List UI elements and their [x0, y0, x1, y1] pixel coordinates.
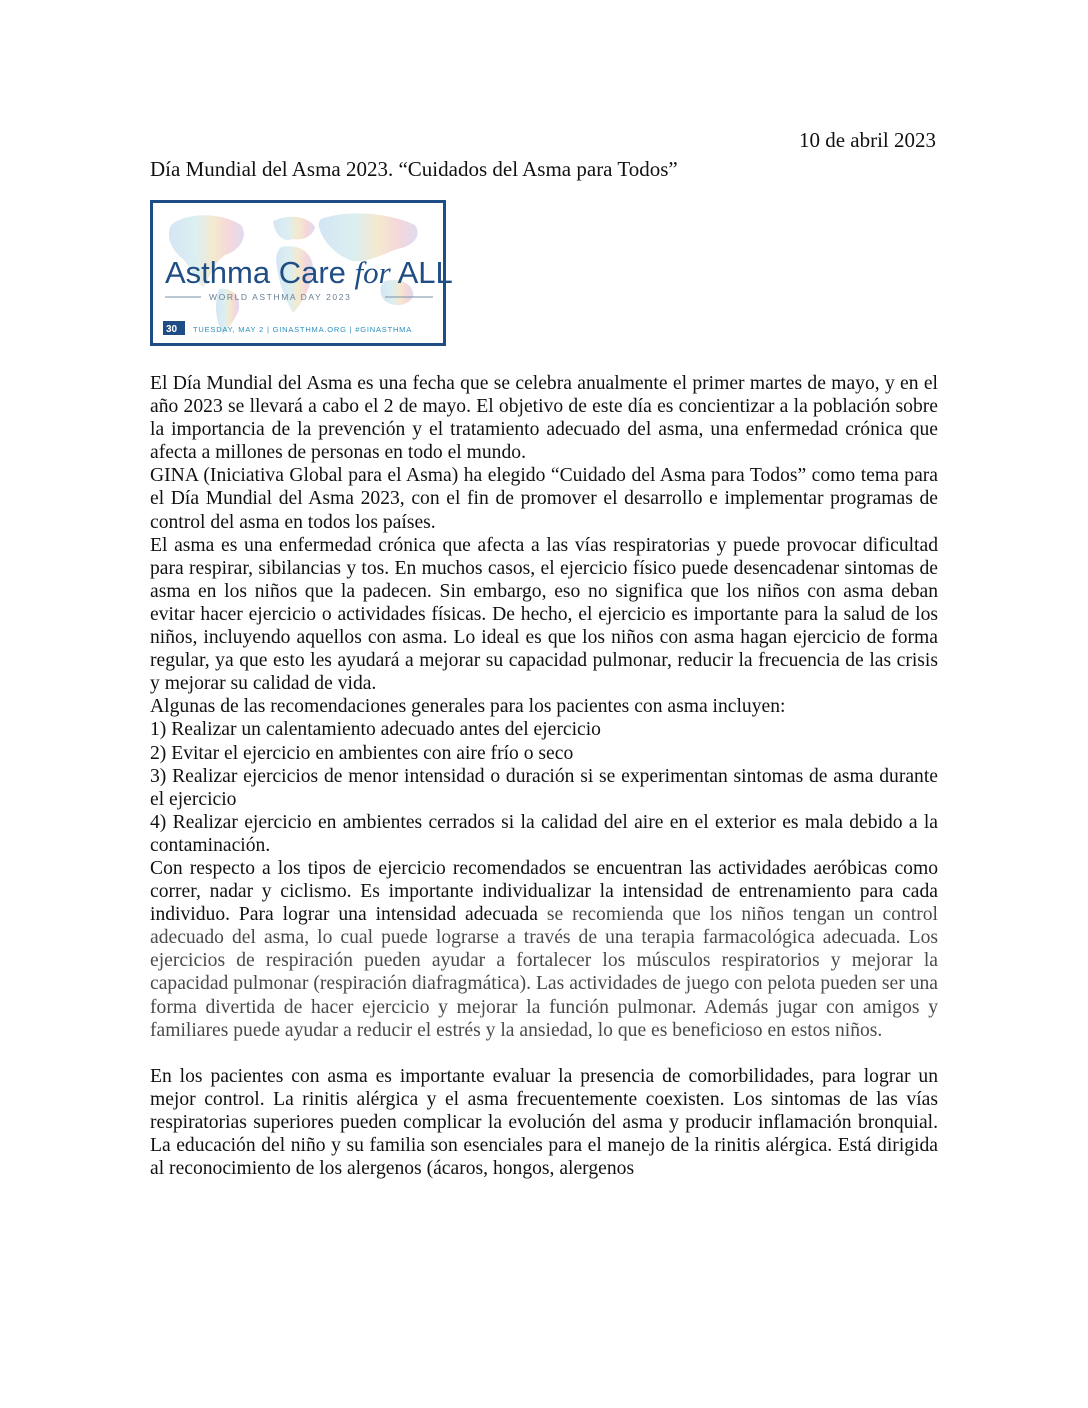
paragraph-spacer — [150, 1042, 938, 1065]
paragraph-recommendations-intro: Algunas de las recomendaciones generales para los pacientes con asma incluyen: — [150, 696, 786, 718]
paragraph-comorbidities: En los pacientes con asma es importante evaluar la presencia de comorbilidades, para lograr un mejor control. La rinitis alérgica y el asma frecuentemente coexisten. Los sintomas de las vías respiratorias superiores pueden complicar la evolución del asma y producir inflamación bronquial. La educación del niño y su familia son esenciales para el manejo de la rinitis alérgica. Está dirigida al reconocimiento de los alergenos (ácaros, hongos, alergenos — [150, 1065, 938, 1180]
gina-logo-text: 30 — [166, 324, 178, 335]
document-title: Día Mundial del Asma 2023. “Cuidados del Asma para Todos” — [150, 157, 678, 181]
list-item-recommendation-3: 3) Realizar ejercicios de menor intensidad o duración si se experimentan sintomas de asma durante el ejercicio — [150, 765, 938, 810]
paragraph-gina: GINA (Iniciativa Global para el Asma) ha elegido “Cuidado del Asma para Todos” como tema para el Día Mundial del Asma 2023, con el fin de promover el desarrollo e implementar programas de control del asma en todos los países. — [150, 465, 938, 533]
banner-footer: TUESDAY, MAY 2 | GINASTHMA.ORG | #GINASTHMA — [193, 325, 413, 334]
banner-subtitle: WORLD ASTHMA DAY 2023 — [209, 292, 352, 302]
banner-headline: Asthma Care for ALL — [165, 255, 453, 290]
exercise-text-dark: Con respecto a los tipos de ejercicio recomendados se encuentran las actividades aeróbicas como correr, nadar y ciclismo. Es importante individualizar la intensidad de entrenamiento para cada individuo. Para lograr una intensidad adecuada — [150, 857, 938, 926]
document-date: 10 de abril 2023 — [798, 128, 936, 152]
list-item-recommendation-1: 1) Realizar un calentamiento adecuado antes del ejercicio — [150, 719, 601, 741]
world-asthma-day-banner — [150, 200, 453, 346]
exercise-text-gray: se recomienda que los niños tengan un control adecuado del asma, lo cual puede lograrse a través de una terapia farmacológica adecuada. Los ejercicios de respiración pueden ayudar a fortalecer los músculos respiratorios y mejorar la capacidad pulmonar (respiración diafragmática). Las actividades de juego con pelota pueden ser una forma divertida de hacer ejercicio y mejorar la función pulmonar. Además jugar con amigos y familiares puede ayudar a reducir el estrés y la ansiedad, lo que es beneficioso en estos niños. — [150, 904, 938, 1041]
banner-graphic — [153, 203, 453, 343]
list-item-recommendation-2: 2) Evitar el ejercicio en ambientes con aire frío o seco — [150, 742, 574, 764]
paragraph-intro: El Día Mundial del Asma es una fecha que se celebra anualmente el primer martes de mayo, y en el año 2023 se llevará a cabo el 2 de mayo. El objetivo de este día es concientizar a la población sobre la importancia de la prevención y el tratamiento adecuado del asma, una enfermedad crónica que afecta a millones de personas en todo el mundo. — [150, 373, 938, 464]
paragraph-exercise-types — [150, 857, 938, 1042]
document-body — [150, 372, 938, 1180]
paragraph-asthma-exercise: El asma es una enfermedad crónica que afecta a las vías respiratorias y puede provocar dificultad para respirar, sibilancias y tos. En muchos casos, el ejercicio físico puede desencadenar sintomas de asma en los niños que la padecen. Sin embargo, eso no significa que los niños con asma deban evitar hacer ejercicio o actividades físicas. De hecho, el ejercicio es importante para la salud de los niños, incluyendo aquellos con asma. Lo ideal es que los niños con asma hagan ejercicio de forma regular, ya que esto les ayudará a mejorar su capacidad pulmonar, reducir la frecuencia de las crisis y mejorar su calidad de vida. — [150, 534, 938, 695]
list-item-recommendation-4: 4) Realizar ejercicio en ambientes cerrados si la calidad del aire en el exterior es mala debido a la contaminación. — [150, 811, 938, 856]
